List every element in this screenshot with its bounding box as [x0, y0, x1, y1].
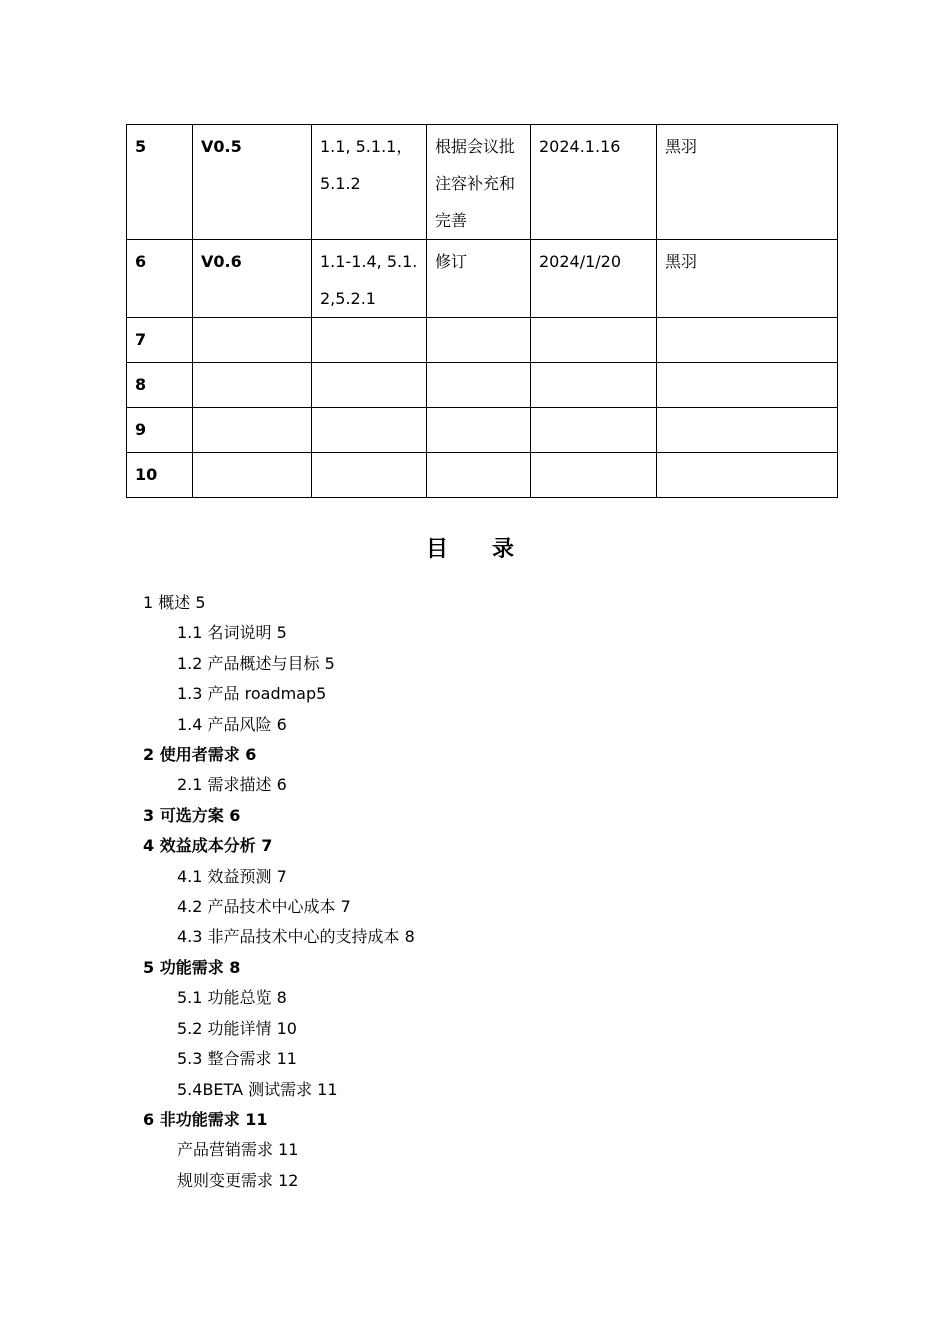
- revision-version-cell: V0.6: [193, 240, 312, 318]
- revision-changed-sections-cell: [312, 363, 427, 408]
- revision-number-cell: 8: [127, 363, 193, 408]
- toc-entry-level2[interactable]: 产品营销需求 11: [177, 1140, 299, 1160]
- toc-entry-level2[interactable]: 2.1 需求描述 6: [177, 775, 287, 795]
- revision-row: [127, 363, 838, 408]
- revision-content-cell: [427, 408, 531, 453]
- revision-content-cell: 修订: [427, 240, 531, 318]
- toc-entry-level2[interactable]: 1.4 产品风险 6: [177, 714, 287, 734]
- toc-entry-level2[interactable]: 5.4BETA 测试需求 11: [177, 1079, 338, 1099]
- toc-entry-level2[interactable]: 5.2 功能详情 10: [177, 1018, 297, 1038]
- revision-row: [127, 240, 838, 318]
- revision-date-cell: [531, 453, 657, 498]
- revision-date-cell: 2024.1.16: [531, 125, 657, 240]
- toc-entry-level2[interactable]: 1.3 产品 roadmap5: [177, 684, 327, 704]
- table-of-contents: [143, 588, 415, 1196]
- toc-entry-level2[interactable]: 4.2 产品技术中心成本 7: [177, 897, 351, 917]
- revision-author-cell: 黑羽: [657, 240, 838, 318]
- toc-entry-level2[interactable]: 规则变更需求 12: [177, 1170, 299, 1190]
- toc-entry-level2[interactable]: 5.3 整合需求 11: [177, 1049, 297, 1069]
- toc-entry-level1[interactable]: 2 使用者需求 6: [143, 745, 257, 765]
- toc-title: 目录: [425, 537, 558, 562]
- revision-author-cell: [657, 408, 838, 453]
- revision-number-cell: 6: [127, 240, 193, 318]
- revision-author-cell: [657, 318, 838, 363]
- revision-history-table: [126, 124, 838, 498]
- revision-changed-sections-cell: [312, 318, 427, 363]
- revision-version-cell: [193, 453, 312, 498]
- revision-number-cell: 9: [127, 408, 193, 453]
- toc-entry-level2[interactable]: 4.1 效益预测 7: [177, 866, 287, 886]
- revision-number-cell: 7: [127, 318, 193, 363]
- toc-entry-level1[interactable]: 4 效益成本分析 7: [143, 836, 273, 856]
- revision-changed-sections-cell: 1.1, 5.1.1，5.1.2: [312, 125, 427, 240]
- revision-version-cell: V0.5: [193, 125, 312, 240]
- toc-entry-level2[interactable]: 5.1 功能总览 8: [177, 988, 287, 1008]
- revision-date-cell: [531, 408, 657, 453]
- revision-content-cell: [427, 318, 531, 363]
- revision-row: [127, 125, 838, 240]
- revision-changed-sections-cell: 1.1-1.4, 5.1.2,5.2.1: [312, 240, 427, 318]
- revision-table-body: [127, 125, 838, 498]
- revision-number-cell: 5: [127, 125, 193, 240]
- revision-date-cell: [531, 363, 657, 408]
- toc-entry-level2[interactable]: 4.3 非产品技术中心的支持成本 8: [177, 927, 415, 947]
- toc-entry-level2[interactable]: 1.1 名词说明 5: [177, 623, 287, 643]
- revision-row: [127, 318, 838, 363]
- revision-version-cell: [193, 408, 312, 453]
- revision-author-cell: [657, 453, 838, 498]
- revision-date-cell: [531, 318, 657, 363]
- toc-entry-level1[interactable]: 5 功能需求 8: [143, 957, 241, 977]
- revision-content-cell: [427, 363, 531, 408]
- revision-content-cell: 根据会议批注容补充和完善: [427, 125, 531, 240]
- revision-row: [127, 408, 838, 453]
- revision-changed-sections-cell: [312, 408, 427, 453]
- revision-number-cell: 10: [127, 453, 193, 498]
- revision-content-cell: [427, 453, 531, 498]
- revision-row: [127, 453, 838, 498]
- toc-entry-level2[interactable]: 1.2 产品概述与目标 5: [177, 653, 335, 673]
- revision-date-cell: 2024/1/20: [531, 240, 657, 318]
- toc-entry-level1[interactable]: 3 可选方案 6: [143, 805, 241, 825]
- revision-version-cell: [193, 318, 312, 363]
- toc-entry-level1[interactable]: 1 概述 5: [143, 593, 206, 612]
- toc-entry-level1[interactable]: 6 非功能需求 11: [143, 1109, 268, 1129]
- revision-version-cell: [193, 363, 312, 408]
- revision-author-cell: [657, 363, 838, 408]
- revision-changed-sections-cell: [312, 453, 427, 498]
- revision-author-cell: 黑羽: [657, 125, 838, 240]
